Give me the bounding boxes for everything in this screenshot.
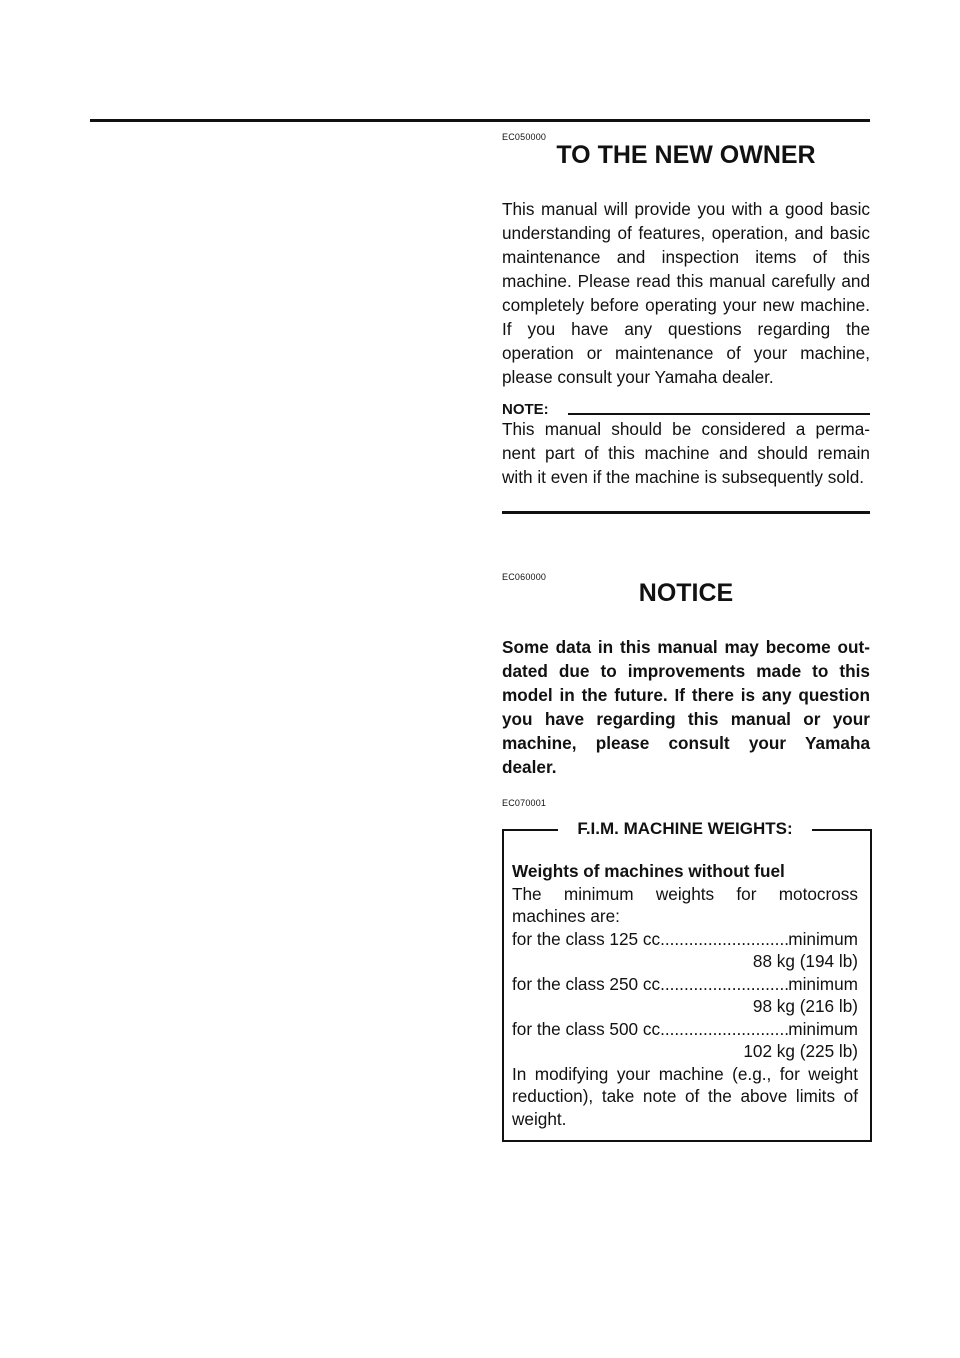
- note-label: NOTE:: [502, 401, 549, 418]
- note-bottom-rule: [502, 511, 870, 514]
- section-title-owner: TO THE NEW OWNER: [556, 141, 816, 169]
- fim-row-value: 102 kg (225 lb): [743, 1041, 858, 1061]
- fim-row-label: for the class 500 cc: [512, 1018, 661, 1039]
- fim-row-limit: minimum: [788, 973, 858, 994]
- section-code-notice: EC060000: [502, 572, 547, 582]
- fim-intro-text: The minimum weights for motocross machines are:: [512, 883, 858, 926]
- note-top-rule: [568, 413, 870, 415]
- fim-row-value: 98 kg (216 lb): [752, 996, 858, 1016]
- fim-box-top-left-rule: [502, 829, 558, 831]
- fim-weight-row: [512, 1018, 858, 1041]
- fim-row-limit: minimum: [788, 1018, 858, 1039]
- fim-row-limit: minimum: [788, 928, 858, 949]
- dot-leader: [660, 928, 788, 951]
- section-code-owner: EC050000: [502, 132, 547, 142]
- top-rule: [90, 119, 870, 122]
- note-body-text: This manual should be considered a perma-nent part of this machine and should remain with it even if the machine is subsequently sold.: [502, 419, 870, 487]
- dot-leader: [660, 973, 788, 996]
- notice-body-text: Some data in this manual may become out-dated due to improvements made to this model in the future. If there is any question you have regarding this manual or your machine, please consult your Yamaha dealer.: [502, 637, 870, 777]
- fim-box-content: [512, 860, 858, 1130]
- fim-weight-row: [512, 973, 858, 996]
- fim-weight-row: [512, 928, 858, 951]
- fim-subheading: Weights of machines without fuel: [512, 861, 785, 881]
- owner-body-text: This manual will provide you with a good basic understanding of features, operation, and basic maintenance and inspection items of this machine. Please read this manual carefully and completely before operating your new machine. If you have any questions regarding the operation or maintenance of your machine, please consult your Yamaha dealer.: [502, 199, 870, 387]
- section-title-notice: NOTICE: [638, 579, 734, 607]
- fim-row-label: for the class 250 cc: [512, 973, 661, 994]
- fim-row-label: for the class 125 cc: [512, 928, 661, 949]
- fim-closing-text: In modifying your machine (e.g., for weight reduction), take note of the above limits of weight.: [512, 1063, 858, 1129]
- section-code-fim: EC070001: [502, 798, 547, 808]
- fim-row-value: 88 kg (194 lb): [752, 951, 858, 971]
- fim-box-top-right-rule: [812, 829, 870, 831]
- dot-leader: [660, 1018, 788, 1041]
- fim-box-title: F.I.M. MACHINE WEIGHTS:: [577, 819, 793, 838]
